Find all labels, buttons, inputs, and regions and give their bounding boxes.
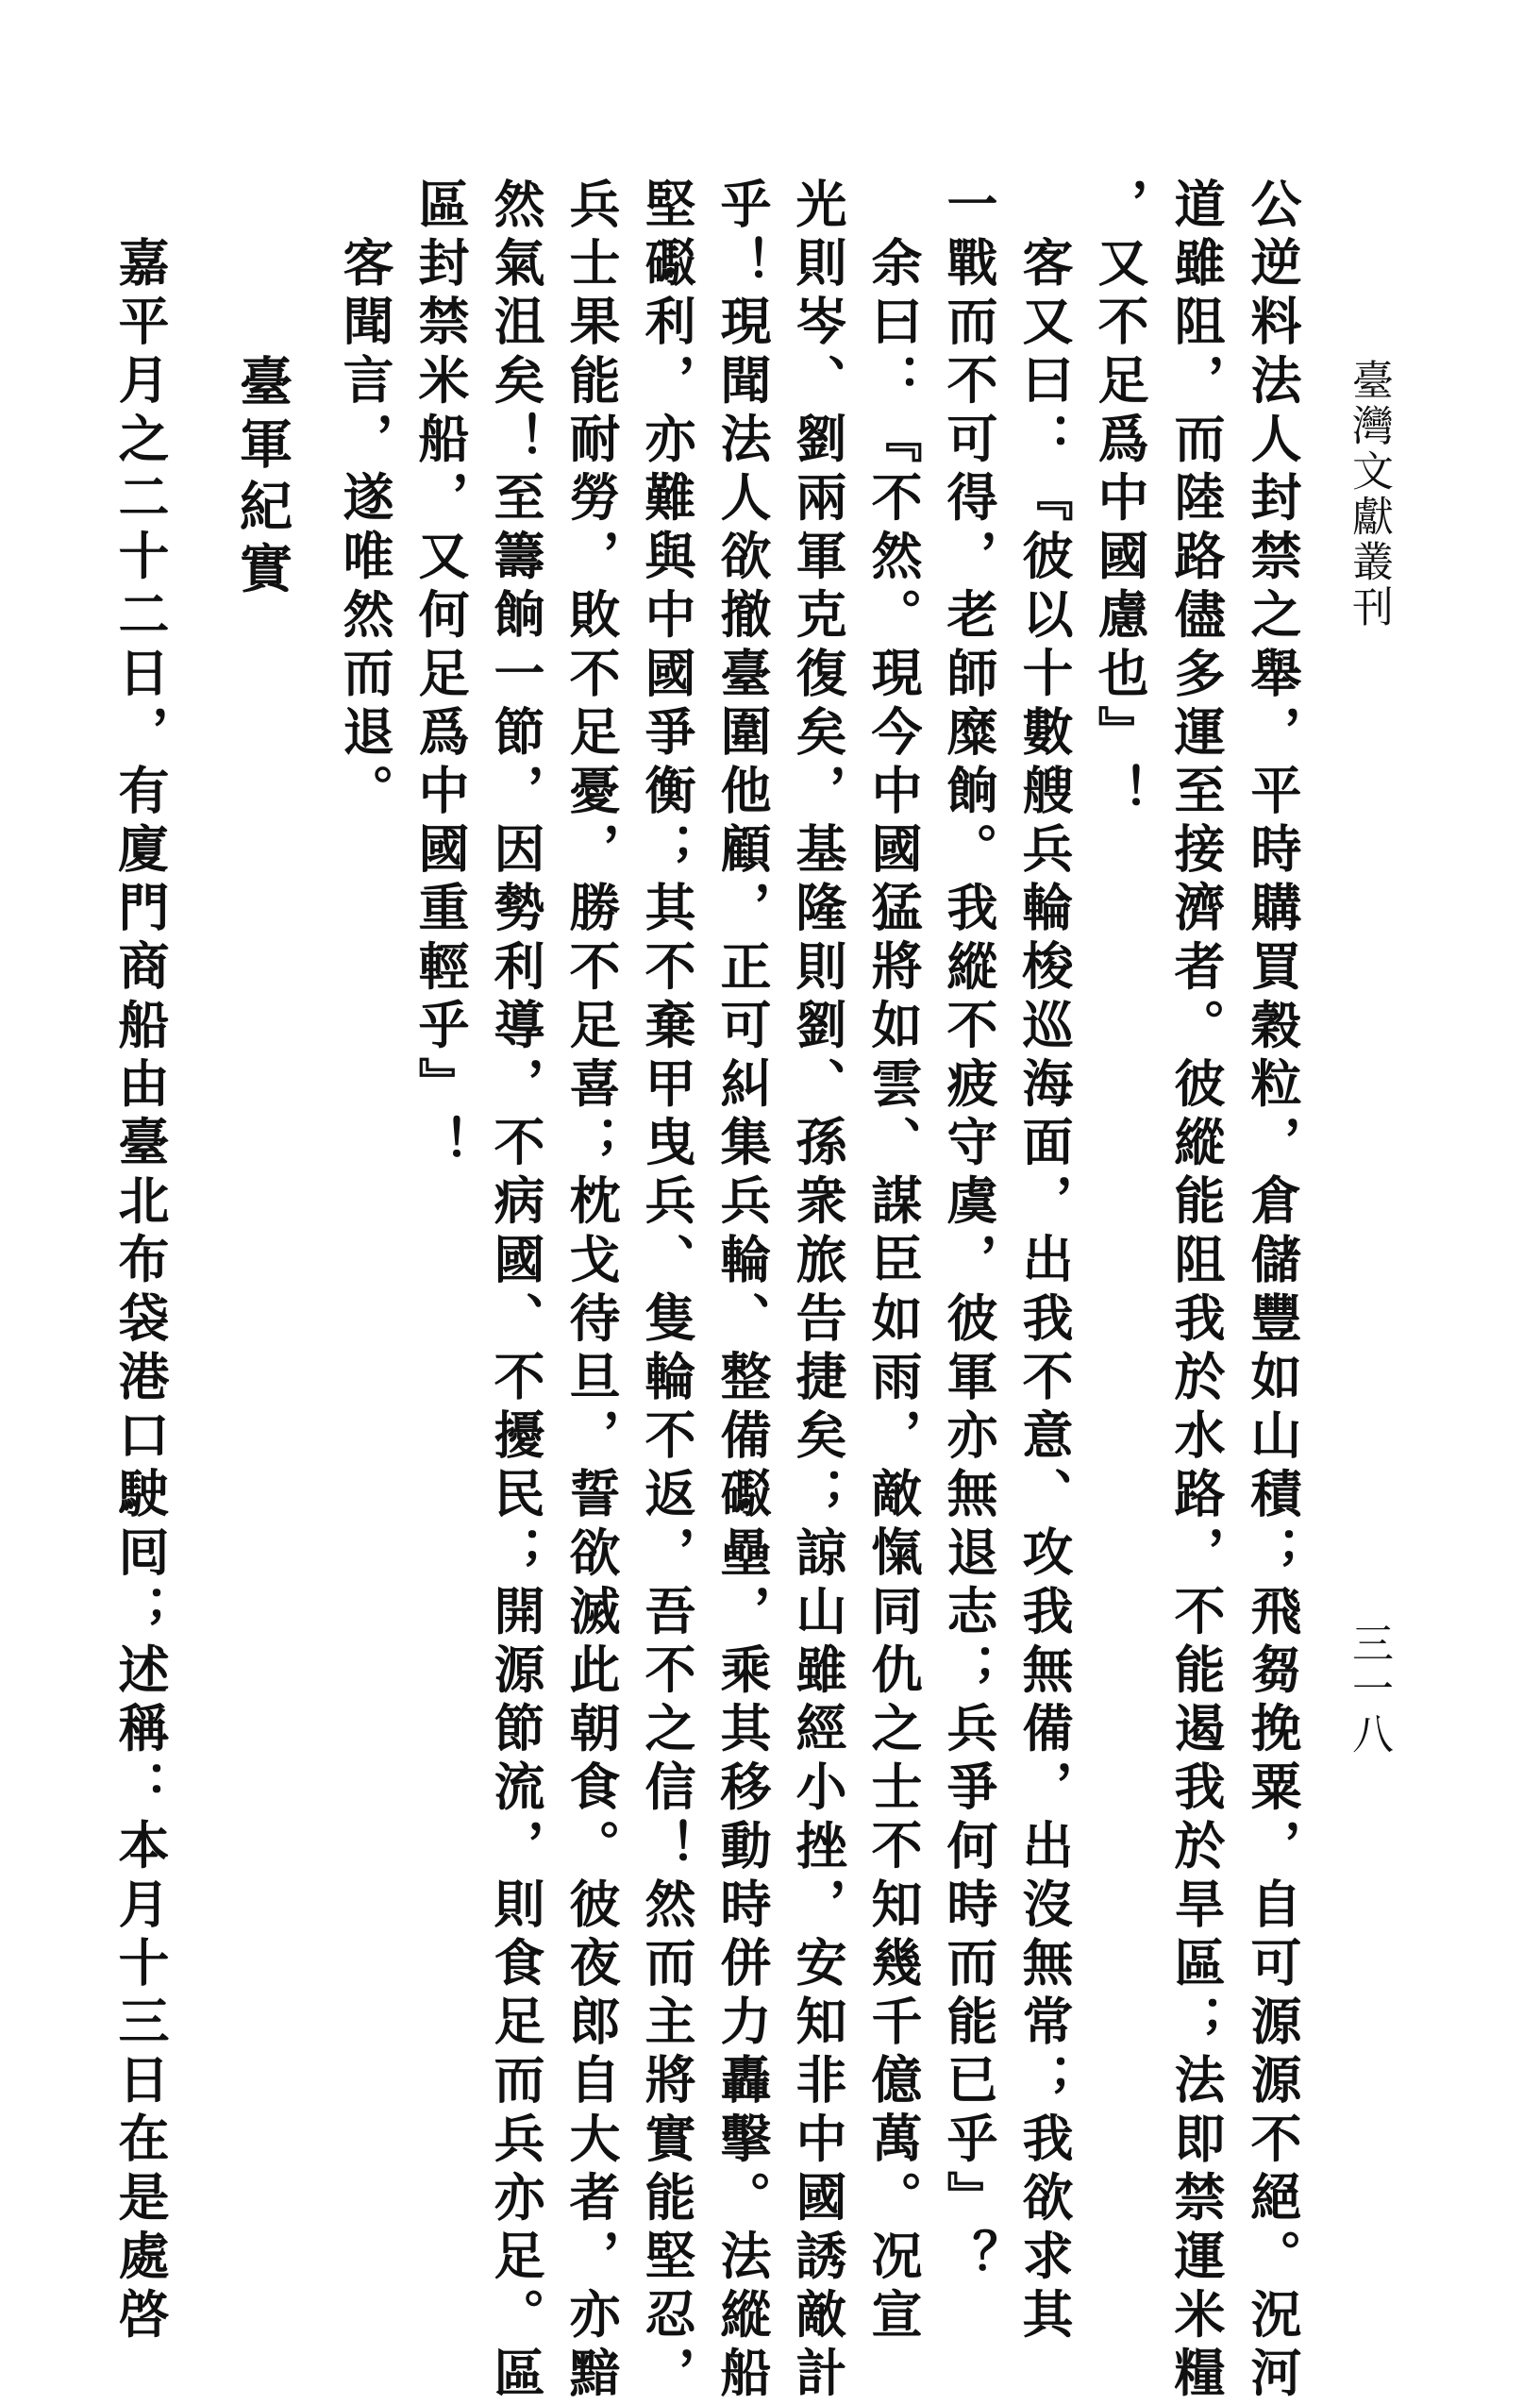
text-column-5: 一戰而不可得，老師糜餉。我縱不疲守虞，彼軍亦無退志；兵爭何時而能已乎』？ — [939, 177, 999, 2288]
text-column-10: 兵士果能耐勞，敗不足憂，勝不足喜；枕戈待旦，誓欲滅此朝食。彼夜郎自大者，亦黯 — [561, 177, 622, 2405]
text-column-2: 道雖阻，而陸路儘多運至接濟者。彼縱能阻我於水路，不能遏我於旱區；法即禁運米糧 — [1166, 177, 1227, 2405]
series-title: 臺灣文獻叢刊 — [1345, 359, 1393, 631]
text-column-11: 然氣沮矣！至籌餉一節，因勢利導，不病國、不擾民；開源節流，則食足而兵亦足。區 — [486, 177, 546, 2405]
text-column-6: 余曰：『不然。現今中國猛將如雲、謀臣如雨，敵愾同仇之士不知幾千億萬。况宣 — [863, 236, 924, 2346]
text-column-3: ，又不足爲中國慮也』！ — [1090, 177, 1150, 823]
text-column-13: 客聞言，遂唯然而退。 — [335, 236, 395, 822]
text-column-8: 乎！現聞法人欲撤臺圍他顧，正可糾集兵輪、整備礟壘，乘其移動時併力轟擊。法縱船 — [712, 177, 773, 2405]
section-text-column-1: 嘉平月之二十二日，有廈門商船由臺北布袋港口駛囘；述稱：本月十三日在是處啓 — [110, 236, 171, 2346]
text-column-1: 公逆料法人封禁之舉，平時購買穀粒，倉儲豐如山積；飛芻挽粟，自可源源不絕。況河 — [1243, 177, 1303, 2405]
page-number: 三一八 — [1345, 1622, 1393, 1758]
section-title: 臺軍紀實 — [231, 354, 293, 603]
text-column-4: 客又曰：『彼以十數艘兵輪梭巡海面，出我不意、攻我無備，出沒無常；我欲求其 — [1014, 236, 1075, 2346]
text-column-7: 光則岑、劉兩軍克復矣，基隆則劉、孫衆旅告捷矣；諒山雖經小挫，安知非中國誘敵計 — [788, 177, 848, 2405]
text-column-12: 區封禁米船，又何足爲中國重輕乎』！ — [410, 177, 471, 1174]
text-column-9: 堅礟利，亦難與中國爭衡；其不棄甲曳兵、隻輪不返，吾不之信！然而主將實能堅忍， — [637, 177, 697, 2405]
